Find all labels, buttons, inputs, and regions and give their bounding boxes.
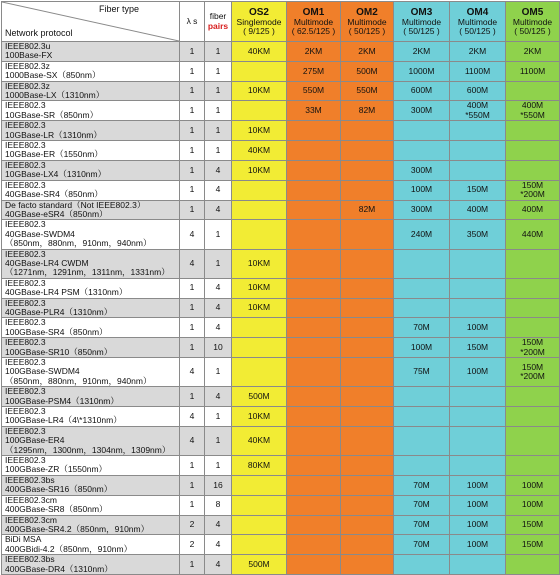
om3-distance-cell: 70M: [394, 495, 450, 515]
om1-distance-cell: 33M: [287, 101, 341, 121]
om5-distance-cell: [506, 318, 560, 338]
os2-distance-cell: [232, 180, 287, 200]
om4-distance-cell: [450, 141, 506, 161]
om3-distance-cell: 100M: [394, 338, 450, 358]
protocol-cell: IEEE802.3 100GBase-ZR（1550nm）: [2, 456, 180, 476]
om2-distance-cell: [341, 180, 394, 200]
om4-distance-cell: 150M: [450, 338, 506, 358]
om4-distance-cell: [450, 407, 506, 427]
os2-distance-cell: [232, 200, 287, 220]
os2-distance-cell: [232, 358, 287, 387]
om4-distance-cell: 100M: [450, 495, 506, 515]
table-row: [2, 220, 560, 249]
fiber-pairs-cell: 1: [205, 101, 232, 121]
om1-distance-cell: [287, 456, 341, 476]
om3-distance-cell: [394, 456, 450, 476]
om1-distance-cell: [287, 298, 341, 318]
om1-distance-cell: [287, 141, 341, 161]
os2-distance-cell: [232, 61, 287, 81]
om4-distance-cell: [450, 555, 506, 575]
om5-distance-cell: [506, 555, 560, 575]
protocol-cell: IEEE802.3 10GBase-LR（1310nm）: [2, 121, 180, 141]
om1-distance-cell: [287, 200, 341, 220]
om3-distance-cell: 300M: [394, 101, 450, 121]
fiber-pairs-cell: 1: [205, 141, 232, 161]
om3-distance-cell: [394, 426, 450, 455]
table-row: [2, 42, 560, 62]
om2-distance-cell: [341, 121, 394, 141]
table-row: [2, 200, 560, 220]
lambda-cell: 1: [180, 81, 205, 101]
fiber-pairs-cell: 1: [205, 121, 232, 141]
om5-distance-cell: [506, 387, 560, 407]
protocol-cell: BiDi MSA 400GBidi-4.2（850nm，910nm）: [2, 535, 180, 555]
om2-distance-cell: 82M: [341, 101, 394, 121]
protocol-cell: IEEE802.3 100GBase-SWDM4 （850nm，880nm，910nm，940nm）: [2, 358, 180, 387]
os2-distance-cell: [232, 220, 287, 249]
fiber-pairs-cell: 1: [205, 358, 232, 387]
fiber-pairs-cell: 4: [205, 387, 232, 407]
table-row: [2, 515, 560, 535]
fiber-type-label: Fiber type: [98, 4, 139, 14]
table-row: [2, 426, 560, 455]
om5-distance-cell: 150M: [506, 535, 560, 555]
os2-distance-cell: [232, 101, 287, 121]
protocol-cell: IEEE802.3 40GBase-PLR4（1310nm）: [2, 298, 180, 318]
header-row: [2, 2, 560, 42]
lambda-cell: 2: [180, 535, 205, 555]
om5-distance-cell: [506, 121, 560, 141]
om4-distance-cell: [450, 278, 506, 298]
om2-distance-cell: [341, 338, 394, 358]
om5-distance-cell: [506, 141, 560, 161]
os2-distance-cell: 80KM: [232, 456, 287, 476]
protocol-cell: IEEE802.3u 100Base-FX: [2, 42, 180, 62]
om2-distance-cell: [341, 318, 394, 338]
table-row: [2, 121, 560, 141]
fiber-pairs-cell: 8: [205, 495, 232, 515]
protocol-cell: IEEE802.3 100GBase-SR10（850nm）: [2, 338, 180, 358]
om5-distance-cell: 400M: [506, 200, 560, 220]
om1-distance-cell: [287, 160, 341, 180]
om2-distance-cell: [341, 278, 394, 298]
lambda-cell: 4: [180, 358, 205, 387]
om1-distance-cell: [287, 278, 341, 298]
om5-distance-cell: 150M: [506, 515, 560, 535]
om5-distance-cell: 400M *550M: [506, 101, 560, 121]
om4-distance-cell: 2KM: [450, 42, 506, 62]
os2-distance-cell: 500M: [232, 555, 287, 575]
om1-distance-cell: 550M: [287, 81, 341, 101]
fiber-pairs-cell: 10: [205, 338, 232, 358]
om2-header: OM2 Multimode ( 50/125 ): [341, 2, 394, 42]
protocol-cell: IEEE802.3 100GBase-PSM4（1310nm）: [2, 387, 180, 407]
om3-distance-cell: [394, 249, 450, 278]
lambda-cell: 4: [180, 220, 205, 249]
om4-distance-cell: 100M: [450, 475, 506, 495]
om2-distance-cell: 550M: [341, 81, 394, 101]
om3-distance-cell: [394, 387, 450, 407]
lambda-cell: 4: [180, 407, 205, 427]
om4-distance-cell: 100M: [450, 515, 506, 535]
lambda-cell: 1: [180, 338, 205, 358]
om2-distance-cell: [341, 298, 394, 318]
table-row: [2, 160, 560, 180]
fiber-pairs-cell: 1: [205, 426, 232, 455]
om5-header: OM5 Multimode ( 50/125 ): [506, 2, 560, 42]
os2-distance-cell: [232, 515, 287, 535]
protocol-cell: IEEE802.3 10GBase-ER（1550nm）: [2, 141, 180, 161]
om2-distance-cell: [341, 220, 394, 249]
os2-header: OS2 Singlemode ( 9/125 ): [232, 2, 287, 42]
protocol-cell: IEEE802.3z 1000Base-SX（850nm）: [2, 61, 180, 81]
om1-distance-cell: 2KM: [287, 42, 341, 62]
table-row: [2, 495, 560, 515]
fiber-pairs-cell: 4: [205, 535, 232, 555]
table-row: [2, 456, 560, 476]
fiber-pairs-cell: 4: [205, 200, 232, 220]
om2-distance-cell: [341, 456, 394, 476]
om4-distance-cell: 400M *550M: [450, 101, 506, 121]
om4-distance-cell: [450, 160, 506, 180]
om3-distance-cell: 70M: [394, 535, 450, 555]
table-row: [2, 387, 560, 407]
table-row: [2, 407, 560, 427]
os2-distance-cell: 10KM: [232, 278, 287, 298]
om4-distance-cell: [450, 298, 506, 318]
protocol-cell: IEEE802.3 40GBase-LR4 PSM（1310nm）: [2, 278, 180, 298]
om4-distance-cell: [450, 387, 506, 407]
om5-distance-cell: [506, 407, 560, 427]
om4-distance-cell: [450, 426, 506, 455]
table-row: [2, 249, 560, 278]
fiber-pairs-cell: 4: [205, 278, 232, 298]
os2-distance-cell: [232, 475, 287, 495]
om2-distance-cell: [341, 555, 394, 575]
os2-distance-cell: [232, 535, 287, 555]
om5-distance-cell: 1100M: [506, 61, 560, 81]
om3-distance-cell: 70M: [394, 475, 450, 495]
om3-distance-cell: [394, 278, 450, 298]
om4-distance-cell: 100M: [450, 358, 506, 387]
table-row: [2, 298, 560, 318]
lambda-cell: 2: [180, 515, 205, 535]
lambda-cell: 1: [180, 160, 205, 180]
om1-distance-cell: [287, 495, 341, 515]
om3-header: OM3 Multimode ( 50/125 ): [394, 2, 450, 42]
protocol-cell: IEEE802.3z 1000Base-LX（1310nm）: [2, 81, 180, 101]
fiber-pairs-header: [205, 2, 232, 42]
lambda-cell: 1: [180, 318, 205, 338]
om3-distance-cell: 1000M: [394, 61, 450, 81]
om1-distance-cell: [287, 475, 341, 495]
fiber-pairs-cell: 4: [205, 298, 232, 318]
lambda-cell: 1: [180, 495, 205, 515]
om2-distance-cell: 2KM: [341, 42, 394, 62]
om1-distance-cell: [287, 555, 341, 575]
lambda-cell: 1: [180, 101, 205, 121]
om1-distance-cell: 275M: [287, 61, 341, 81]
table-row: [2, 180, 560, 200]
om2-distance-cell: [341, 141, 394, 161]
om1-distance-cell: [287, 515, 341, 535]
om5-distance-cell: [506, 426, 560, 455]
om3-distance-cell: [394, 141, 450, 161]
lambda-cell: 1: [180, 278, 205, 298]
table-row: [2, 358, 560, 387]
lambda-cell: 1: [180, 42, 205, 62]
lambda-cell: 1: [180, 141, 205, 161]
protocol-cell: IEEE802.3 100GBase-SR4（850nm）: [2, 318, 180, 338]
om3-distance-cell: [394, 407, 450, 427]
om4-distance-cell: 400M: [450, 200, 506, 220]
om4-distance-cell: 100M: [450, 318, 506, 338]
om2-distance-cell: [341, 495, 394, 515]
fiber-pairs-cell: 1: [205, 81, 232, 101]
om3-distance-cell: 300M: [394, 200, 450, 220]
fiber-pairs-cell: 4: [205, 160, 232, 180]
fiber-pairs-cell: 1: [205, 220, 232, 249]
table-row: [2, 101, 560, 121]
fiber-header-line1: fiber: [209, 11, 227, 22]
om2-distance-cell: [341, 475, 394, 495]
lambda-header: λ s: [180, 2, 205, 42]
protocol-cell: IEEE802.3 10GBase-LX4（1310nm）: [2, 160, 180, 180]
lambda-cell: 1: [180, 475, 205, 495]
om5-distance-cell: [506, 249, 560, 278]
om3-distance-cell: 70M: [394, 318, 450, 338]
protocol-cell: IEEE802.3 40GBase-LR4 CWDM （1271nm，1291nm，1311nm，1331nm）: [2, 249, 180, 278]
om1-distance-cell: [287, 407, 341, 427]
os2-distance-cell: [232, 495, 287, 515]
om3-distance-cell: 2KM: [394, 42, 450, 62]
om4-distance-cell: [450, 456, 506, 476]
om5-distance-cell: 2KM: [506, 42, 560, 62]
om1-header: OM1 Multimode ( 62.5/125 ): [287, 2, 341, 42]
om1-distance-cell: [287, 535, 341, 555]
lambda-cell: 1: [180, 61, 205, 81]
lambda-cell: 1: [180, 555, 205, 575]
lambda-cell: 4: [180, 249, 205, 278]
om5-distance-cell: 150M *200M: [506, 180, 560, 200]
lambda-cell: 1: [180, 180, 205, 200]
protocol-cell: IEEE802.3bs 400GBase-SR16（850nm）: [2, 475, 180, 495]
om5-distance-cell: [506, 160, 560, 180]
om5-distance-cell: [506, 278, 560, 298]
fiber-pairs-cell: 4: [205, 515, 232, 535]
om2-distance-cell: [341, 358, 394, 387]
om2-distance-cell: [341, 249, 394, 278]
table-row: [2, 141, 560, 161]
om2-distance-cell: [341, 426, 394, 455]
table-row: [2, 318, 560, 338]
om5-distance-cell: 100M: [506, 475, 560, 495]
table-row: [2, 535, 560, 555]
om5-distance-cell: [506, 298, 560, 318]
om2-distance-cell: 500M: [341, 61, 394, 81]
fiber-header-line2: pairs: [207, 20, 229, 31]
om4-distance-cell: [450, 249, 506, 278]
protocol-cell: IEEE802.3bs 400GBase-DR4（1310nm）: [2, 555, 180, 575]
os2-distance-cell: 10KM: [232, 81, 287, 101]
om2-distance-cell: [341, 160, 394, 180]
protocol-cell: IEEE802.3 100GBase-ER4 （1295nm，1300nm，1304nm，1309nm）: [2, 426, 180, 455]
fiber-pairs-cell: 1: [205, 42, 232, 62]
om3-distance-cell: 600M: [394, 81, 450, 101]
table-row: [2, 81, 560, 101]
os2-distance-cell: 10KM: [232, 298, 287, 318]
fiber-pairs-cell: 4: [205, 318, 232, 338]
om1-distance-cell: [287, 249, 341, 278]
om1-distance-cell: [287, 387, 341, 407]
om1-distance-cell: [287, 426, 341, 455]
om5-distance-cell: 150M *200M: [506, 358, 560, 387]
om3-distance-cell: 75M: [394, 358, 450, 387]
om1-distance-cell: [287, 180, 341, 200]
lambda-cell: 1: [180, 298, 205, 318]
os2-distance-cell: 10KM: [232, 407, 287, 427]
lambda-cell: 1: [180, 121, 205, 141]
om1-distance-cell: [287, 338, 341, 358]
fiber-pairs-cell: 1: [205, 407, 232, 427]
protocol-cell: IEEE802.3 100GBase-LR4（4\*1310nm）: [2, 407, 180, 427]
os2-distance-cell: [232, 318, 287, 338]
om5-distance-cell: 440M: [506, 220, 560, 249]
os2-distance-cell: 10KM: [232, 160, 287, 180]
om2-distance-cell: [341, 407, 394, 427]
os2-distance-cell: 10KM: [232, 121, 287, 141]
table-body: [2, 42, 560, 575]
fiber-pairs-cell: 1: [205, 249, 232, 278]
om5-distance-cell: [506, 456, 560, 476]
network-protocol-label: Network protocol: [5, 27, 73, 38]
om3-distance-cell: [394, 121, 450, 141]
protocol-cell: IEEE802.3cm 400GBase-SR8（850nm）: [2, 495, 180, 515]
lambda-cell: 4: [180, 426, 205, 455]
table-row: [2, 555, 560, 575]
om3-distance-cell: 70M: [394, 515, 450, 535]
om2-distance-cell: [341, 535, 394, 555]
fiber-pairs-cell: 1: [205, 61, 232, 81]
fiber-pairs-cell: 4: [205, 180, 232, 200]
om1-distance-cell: [287, 318, 341, 338]
om2-distance-cell: 82M: [341, 200, 394, 220]
table-row: [2, 338, 560, 358]
protocol-cell: IEEE802.3 40GBase-SR4（850nm）: [2, 180, 180, 200]
os2-distance-cell: 500M: [232, 387, 287, 407]
protocol-cell: IEEE802.3 40GBase-SWDM4 （850nm，880nm，910nm，940nm）: [2, 220, 180, 249]
om4-distance-cell: 150M: [450, 180, 506, 200]
om4-distance-cell: [450, 121, 506, 141]
os2-distance-cell: 40KM: [232, 141, 287, 161]
om3-distance-cell: [394, 298, 450, 318]
om4-distance-cell: 1100M: [450, 61, 506, 81]
os2-distance-cell: 40KM: [232, 42, 287, 62]
om4-distance-cell: 350M: [450, 220, 506, 249]
om5-distance-cell: [506, 81, 560, 101]
om4-distance-cell: 600M: [450, 81, 506, 101]
fiber-pairs-cell: 4: [205, 555, 232, 575]
om3-distance-cell: 100M: [394, 180, 450, 200]
table-row: [2, 61, 560, 81]
om3-distance-cell: 240M: [394, 220, 450, 249]
lambda-cell: 1: [180, 200, 205, 220]
fiber-pairs-cell: 16: [205, 475, 232, 495]
lambda-cell: 1: [180, 456, 205, 476]
om3-distance-cell: 300M: [394, 160, 450, 180]
om1-distance-cell: [287, 358, 341, 387]
os2-distance-cell: 40KM: [232, 426, 287, 455]
om2-distance-cell: [341, 515, 394, 535]
fiber-compatibility-table: [1, 1, 560, 575]
protocol-cell: IEEE802.3 10GBase-SR（850nm）: [2, 101, 180, 121]
fiber-pairs-cell: 1: [205, 456, 232, 476]
protocol-cell: IEEE802.3cm 400GBase-SR4.2（850nm，910nm）: [2, 515, 180, 535]
lambda-cell: 1: [180, 387, 205, 407]
table-row: [2, 278, 560, 298]
om4-distance-cell: 100M: [450, 535, 506, 555]
os2-distance-cell: 10KM: [232, 249, 287, 278]
om5-distance-cell: 150M *200M: [506, 338, 560, 358]
om1-distance-cell: [287, 220, 341, 249]
om1-distance-cell: [287, 121, 341, 141]
os2-distance-cell: [232, 338, 287, 358]
om3-distance-cell: [394, 555, 450, 575]
om5-distance-cell: 100M: [506, 495, 560, 515]
om2-distance-cell: [341, 387, 394, 407]
header-corner-cell: [2, 2, 180, 42]
om4-header: OM4 Multimode ( 50/125 ): [450, 2, 506, 42]
table-row: [2, 475, 560, 495]
protocol-cell: De facto standard（Not IEEE802.3） 40GBase-eSR4（850nm）: [2, 200, 180, 220]
